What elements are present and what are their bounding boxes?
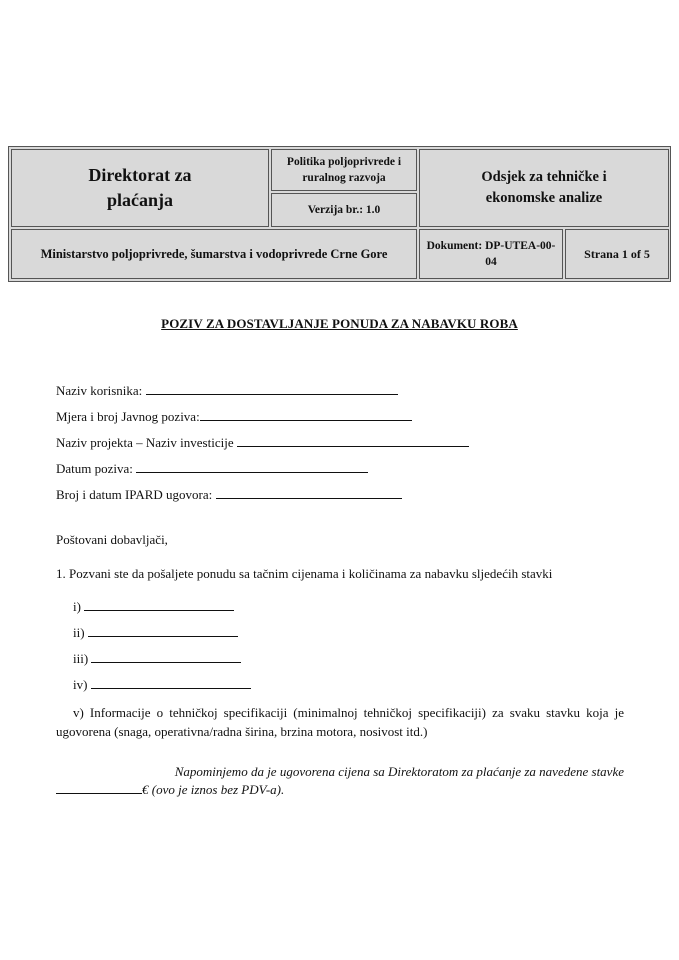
ministry-cell <box>11 229 417 279</box>
item-iii <box>73 650 241 667</box>
document-header <box>8 146 671 282</box>
fill-line[interactable] <box>136 460 368 473</box>
department-name: Odsjek za tehničke i ekonomske analize <box>481 169 607 206</box>
directorate-cell <box>11 149 269 227</box>
field-measure <box>56 408 412 425</box>
note-amount-text: € (ovo je iznos bez PDV-a). <box>142 782 285 797</box>
policy-name: Politika poljoprivrede i ruralnog razvoja <box>286 156 402 184</box>
field-project <box>56 434 469 451</box>
fill-line[interactable] <box>91 650 241 663</box>
item-1-text: 1. Pozvani ste da pošaljete ponudu sa tačnim cijenama i količinama za nabavku sljedećih stavki <box>56 566 553 581</box>
note-line-1: Napominjemo da je ugovorena cijena sa Direktoratom za plaćanje za navedene stavke <box>174 764 624 779</box>
field-label: Broj i datum IPARD ugovora: <box>56 487 213 502</box>
greeting: Poštovani dobavljači, <box>56 532 168 547</box>
version-label: Verzija br.: 1.0 <box>307 204 381 216</box>
fill-line[interactable] <box>216 486 402 499</box>
field-label: Datum poziva: <box>56 461 133 476</box>
fill-line[interactable] <box>56 781 142 794</box>
document-code-cell <box>419 229 563 279</box>
item-marker: ii) <box>73 625 85 640</box>
item-v-text: v) Informacije o tehničkoj specifikaciji (minimalnoj tehničkoj specifikaciji) za svaku stavku koja je ugovorena (snaga, operativna/radna širina, brzina motora, nosivost itd.) <box>56 705 624 739</box>
policy-cell <box>271 149 417 191</box>
item-i <box>73 598 234 615</box>
fill-line[interactable] <box>84 598 234 611</box>
document-title: POZIV ZA DOSTAVLJANJE PONUDA ZA NABAVKU ROBA <box>161 316 518 331</box>
page-number: Strana 1 of 5 <box>584 246 650 261</box>
item-ii <box>73 624 238 641</box>
item-marker: i) <box>73 599 81 614</box>
note-line-2 <box>56 781 284 798</box>
field-label: Naziv korisnika: <box>56 383 143 398</box>
item-marker: iii) <box>73 651 89 666</box>
field-label: Mjera i broj Javnog poziva: <box>56 409 200 424</box>
fill-line[interactable] <box>91 676 251 689</box>
item-marker: iv) <box>73 677 88 692</box>
fill-line[interactable] <box>237 434 469 447</box>
fill-line[interactable] <box>200 408 412 421</box>
item-iv <box>73 676 251 693</box>
field-contract <box>56 486 402 503</box>
field-date <box>56 460 368 477</box>
version-cell <box>271 193 417 227</box>
directorate-name: Direktorat za plaćanja <box>88 165 192 210</box>
department-cell <box>419 149 669 227</box>
field-label: Naziv projekta – Naziv investicije <box>56 435 234 450</box>
field-beneficiary <box>56 382 398 399</box>
page-number-cell <box>565 229 669 279</box>
ministry-name: Ministarstvo poljoprivrede, šumarstva i vodoprivrede Crne Gore <box>40 246 388 261</box>
fill-line[interactable] <box>146 382 398 395</box>
document-code: Dokument: DP-UTEA-00-04 <box>426 240 556 268</box>
fill-line[interactable] <box>88 624 238 637</box>
